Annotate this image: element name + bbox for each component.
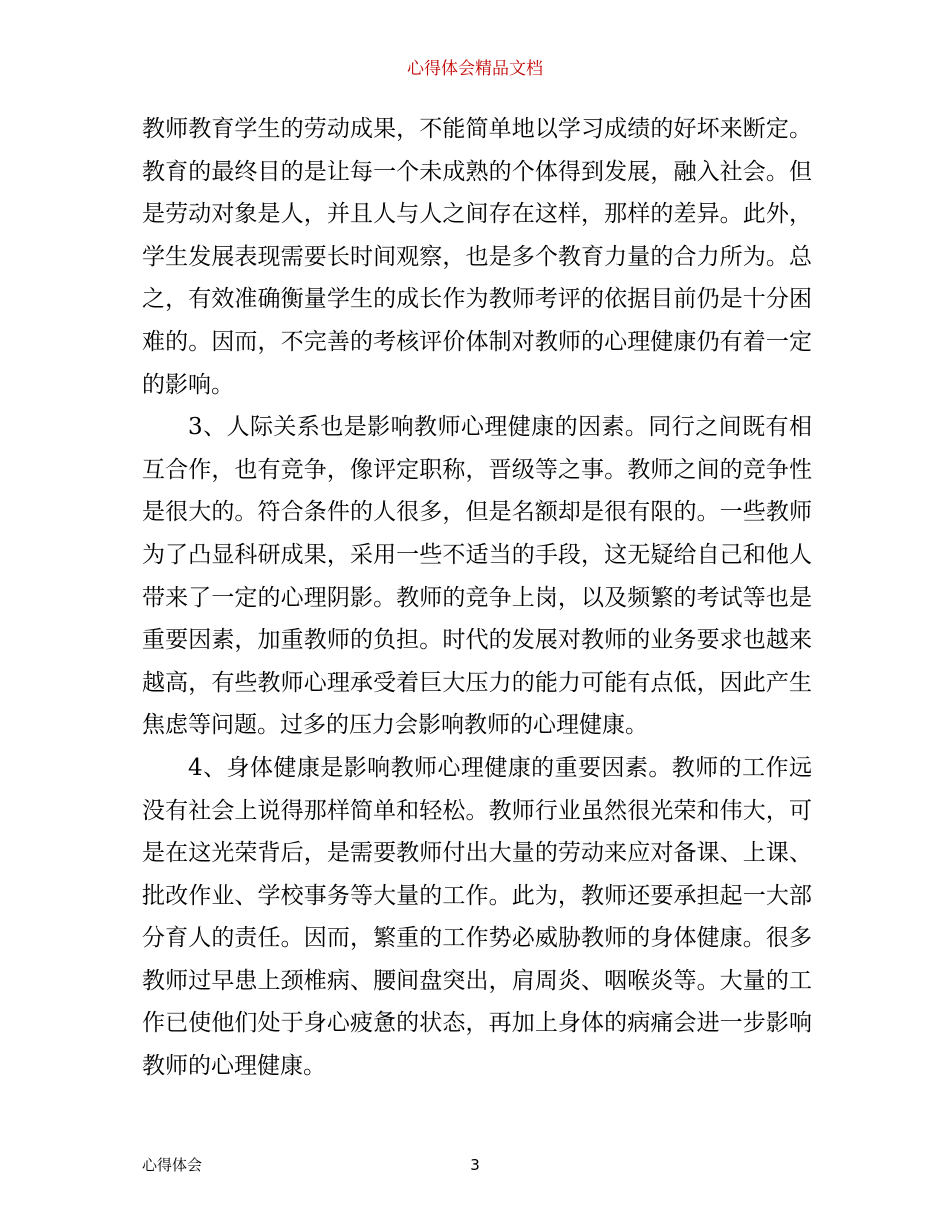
paragraph-interpersonal-relations: 3、人际关系也是影响教师心理健康的因素。同行之间既有相互合作，也有竞争，像评定职称，晋级等之事。教师之间的竞争性是很大的。符合条件的人很多，但是名额却是很有限的。一些教师为了凸显科研成果，采用一些不适当的手段，这无疑给自己和他人带来了一定的心理阴影。教师的竞争上岗，以及频繁的考试等也是重要因素，加重教师的负担。时代的发展对教师的业务要求也越来越高，有些教师心理承受着巨大压力的能力可能有点低，因此产生焦虑等问题。过多的压力会影响教师的心理健康。 [142, 414, 812, 739]
paragraph-physical-health: 4、身体健康是影响教师心理健康的重要因素。教师的工作远没有社会上说得那样简单和轻松。教师行业虽然很光荣和伟大，可是在这光荣背后，是需要教师付出大量的劳动来应对备课、上课、批改作业、学校事务等大量的工作。此为，教师还要承担起一大部分育人的责任。因而，繁重的工作势必威胁教师的身体健康。很多教师过早患上颈椎病、腰间盘突出，肩周炎、咽喉炎等。大量的工作已使他们处于身心疲惫的状态，再加上身体的病痛会进一步影响教师的心理健康。 [142, 754, 812, 1080]
footer-label: 心得体会 [142, 1156, 203, 1174]
document-body [142, 108, 812, 1088]
page-number: 3 [470, 1156, 480, 1174]
paragraph-continuation: 教师教育学生的劳动成果，不能简单地以学习成绩的好坏来断定。教育的最终目的是让每一个未成熟的个体得到发展，融入社会。但是劳动对象是人，并且人与人之间存在这样，那样的差异。此外，学生发展表现需要长时间观察，也是多个教育力量的合力所为。总之，有效准确衡量学生的成长作为教师考评的依据目前仍是十分困难的。因而，不完善的考核评价体制对教师的心理健康仍有着一定的影响。 [142, 116, 812, 398]
page-header-title: 心得体会精品文档 [407, 59, 543, 79]
